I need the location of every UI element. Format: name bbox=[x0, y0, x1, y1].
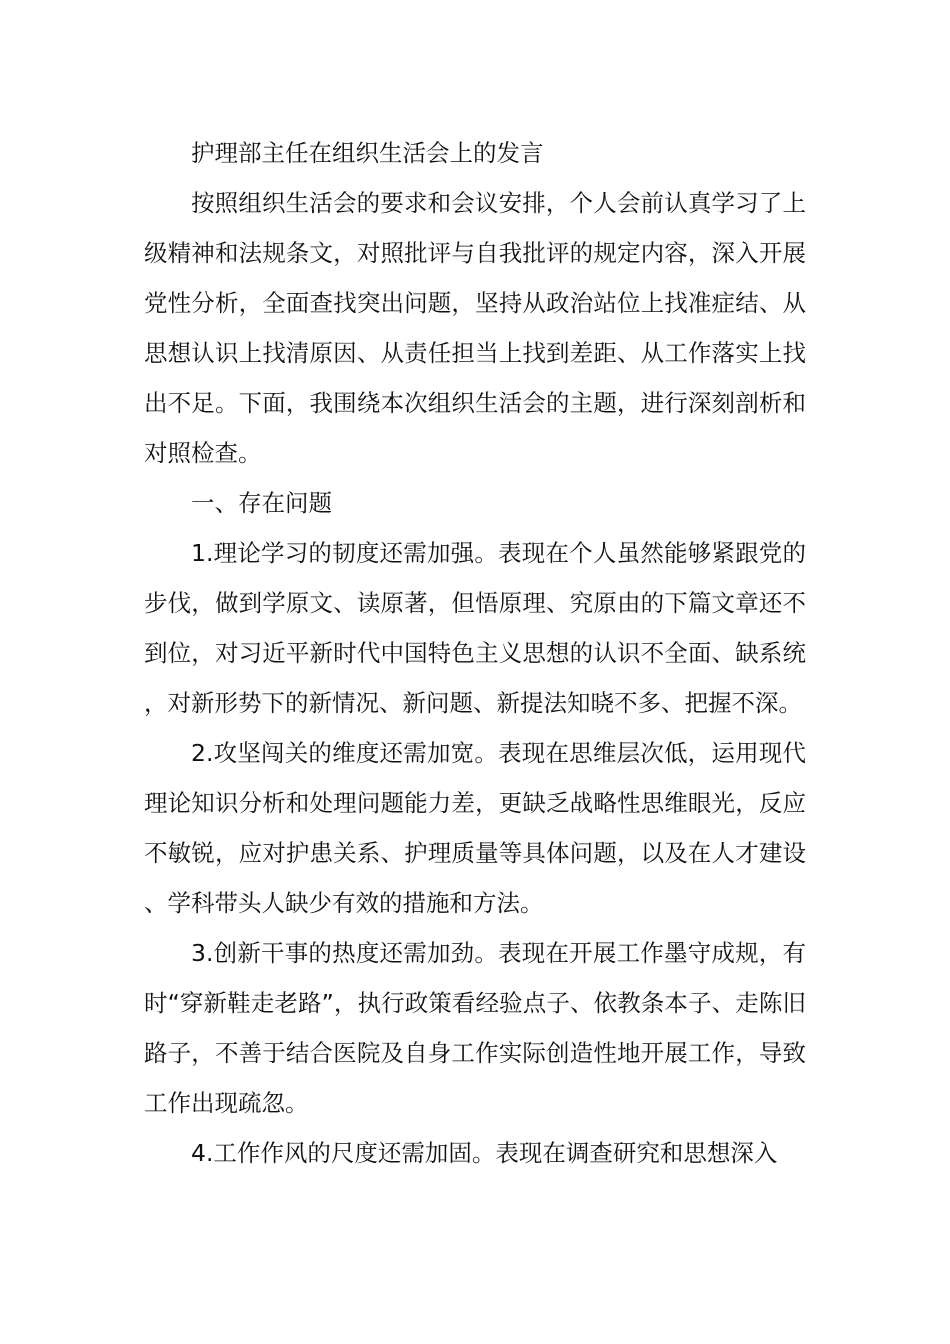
issue-paragraph-4: 4.工作作风的尺度还需加固。表现在调查研究和思想深入 bbox=[191, 1139, 778, 1167]
issue-paragraph-3: 3.创新干事的热度还需加劲。表现在开展工作墨守成规，有时“穿新鞋走老路”，执行政策看经验点子、依教条本子、走陈旧路子，不善于结合医院及自身工作实际创造性地开展工作，导致工作出现疏忽。 bbox=[144, 939, 806, 1117]
document-title: 护理部主任在组织生活会上的发言 bbox=[191, 139, 544, 167]
section-heading: 一、存在问题 bbox=[191, 489, 332, 517]
issue-paragraph-2: 2.攻坚闯关的维度还需加宽。表现在思维层次低，运用现代理论知识分析和处理问题能力差，更缺乏战略性思维眼光，反应不敏锐，应对护患关系、护理质量等具体问题，以及在人才建设、学科带头人缺少有效的措施和方法。 bbox=[144, 739, 806, 917]
issue-paragraph-1: 1.理论学习的韧度还需加强。表现在个人虽然能够紧跟党的步伐，做到学原文、读原著，但悟原理、究原由的下篇文章还不到位，对习近平新时代中国特色主义思想的认识不全面、缺系统，对新形势下的新情况、新问题、新提法知晓不多、把握不深。 bbox=[144, 539, 806, 717]
intro-paragraph: 按照组织生活会的要求和会议安排，个人会前认真学习了上级精神和法规条文，对照批评与自我批评的规定内容，深入开展党性分析，全面查找突出问题，坚持从政治站位上找准症结、从思想认识上找清原因、从责任担当上找到差距、从工作落实上找出不足。下面，我围绕本次组织生活会的主题，进行深刻剖析和对照检查。 bbox=[144, 189, 806, 467]
document-body bbox=[144, 128, 806, 1178]
